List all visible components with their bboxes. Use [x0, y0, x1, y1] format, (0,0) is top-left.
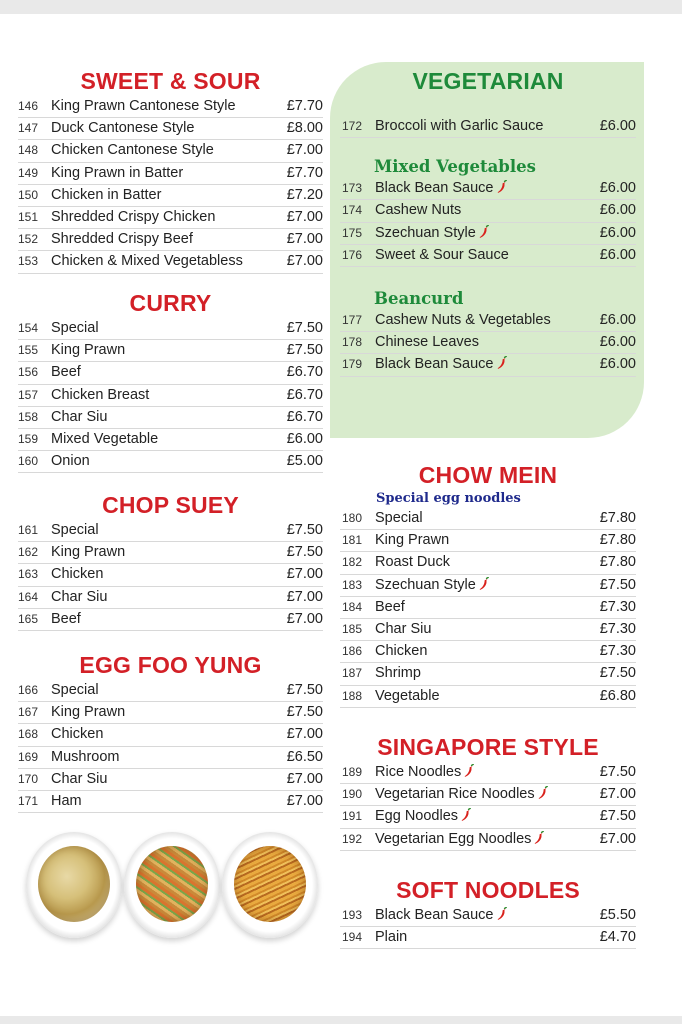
singapore-noodles-plate-image	[222, 832, 318, 938]
item-number: 157	[18, 387, 39, 402]
item-name-wrap	[51, 429, 158, 449]
item-name: Ham	[51, 792, 82, 809]
item-name: Char Siu	[51, 588, 108, 605]
item-number: 166	[18, 683, 39, 697]
item-price: £7.70	[286, 98, 323, 114]
item-number: 169	[18, 749, 39, 764]
item-name: King Prawn	[375, 532, 450, 549]
menu-list	[340, 762, 636, 851]
item-number: 190	[342, 787, 363, 802]
chili-pepper-icon	[479, 577, 489, 591]
item-name-wrap	[375, 332, 479, 352]
item-name-wrap	[51, 140, 214, 160]
item-name-wrap	[51, 609, 81, 629]
menu-item-row	[340, 806, 636, 828]
item-price: £7.20	[286, 186, 323, 203]
item-number: 161	[18, 523, 39, 537]
item-price: £7.00	[286, 726, 323, 743]
item-name: Char Siu	[51, 770, 108, 787]
item-price: £7.00	[286, 770, 323, 787]
menu-item-row	[18, 362, 323, 384]
item-number: 187	[342, 666, 363, 681]
item-price: £7.00	[286, 588, 323, 605]
section-title: VEGETARIAN	[412, 68, 564, 94]
item-name-wrap	[375, 178, 507, 198]
chili-pepper-icon	[497, 907, 507, 921]
menu-item-row	[340, 223, 636, 245]
section-title: CHOW MEIN	[418, 462, 558, 488]
item-number: 160	[18, 454, 39, 469]
item-number: 193	[342, 908, 363, 922]
item-name: Black Bean Sauce	[375, 356, 494, 373]
item-number: 162	[18, 545, 39, 560]
item-name: Chicken	[51, 726, 104, 743]
item-number: 191	[342, 809, 363, 824]
section-note: Special egg noodles	[376, 491, 521, 506]
item-price: £7.50	[599, 808, 636, 825]
menu-item-row	[18, 385, 323, 407]
item-price: £7.50	[599, 665, 636, 682]
item-name: Shredded Crispy Chicken	[51, 208, 216, 225]
item-price: £8.00	[286, 120, 323, 137]
item-name-wrap	[375, 116, 543, 136]
section-title: SWEET & SOUR	[80, 68, 261, 94]
menu-item-row	[18, 747, 323, 769]
menu-item-row	[18, 587, 323, 609]
menu-item-row	[340, 686, 636, 708]
menu-list	[18, 96, 323, 274]
item-number: 178	[342, 335, 363, 350]
item-number: 154	[18, 321, 39, 335]
item-price: £7.70	[286, 164, 323, 181]
menu-item-row	[18, 318, 323, 340]
item-name: Beef	[375, 598, 405, 615]
menu-item-row	[18, 609, 323, 631]
item-price: £7.00	[286, 610, 323, 627]
item-price: £7.50	[286, 704, 323, 721]
item-price: £7.00	[286, 566, 323, 583]
item-name-wrap	[51, 680, 99, 700]
item-name: Char Siu	[375, 620, 432, 637]
menu-item-row	[18, 229, 323, 251]
item-price: £5.50	[599, 907, 636, 923]
item-name-wrap	[375, 530, 449, 550]
item-number: 189	[342, 765, 363, 779]
item-name: Mixed Vegetable	[51, 430, 159, 447]
item-name: Chicken	[375, 643, 428, 660]
fried-rice-food	[38, 846, 110, 922]
item-price: £7.50	[286, 320, 323, 336]
item-name: Szechuan Style	[375, 224, 476, 241]
item-price: £7.30	[599, 620, 636, 637]
item-name-wrap	[51, 385, 149, 405]
item-name-wrap	[375, 597, 405, 617]
menu-item-row	[340, 200, 636, 222]
menu-list	[340, 116, 636, 138]
menu-item-row	[340, 354, 636, 376]
menu-item-row	[340, 927, 636, 949]
item-number: 155	[18, 343, 39, 358]
item-name: Chicken	[51, 566, 104, 583]
item-number: 174	[342, 203, 363, 218]
item-name: Shrimp	[375, 665, 421, 682]
item-price: £7.50	[286, 544, 323, 561]
item-number: 188	[342, 688, 363, 703]
item-name-wrap	[51, 769, 107, 789]
menu-item-row	[18, 520, 323, 542]
item-name: Mushroom	[51, 748, 120, 765]
item-name-wrap	[51, 340, 125, 360]
item-price: £7.00	[599, 830, 636, 847]
item-number: 168	[18, 727, 39, 742]
menu-list	[18, 318, 323, 473]
subsection-title-beancurd: Beancurd	[374, 288, 464, 308]
item-price: £7.00	[286, 142, 323, 159]
menu-item-row	[340, 552, 636, 574]
chow-mein-food	[136, 846, 208, 922]
item-name: Vegetarian Egg Noodles	[375, 830, 532, 847]
item-name: Beef	[51, 610, 81, 627]
item-price: £7.80	[599, 532, 636, 549]
section-singapore-style	[340, 732, 636, 851]
item-name: Chicken Breast	[51, 386, 150, 403]
item-name: King Prawn	[51, 544, 126, 561]
item-name-wrap	[51, 791, 82, 811]
menu-item-row	[18, 429, 323, 451]
item-name: Special	[51, 320, 99, 336]
fried-rice-plate-image	[26, 832, 122, 938]
menu-item-row	[18, 451, 323, 473]
menu-item-row	[340, 575, 636, 597]
item-name: Special	[375, 510, 423, 526]
item-name-wrap	[375, 686, 440, 706]
menu-list	[18, 680, 323, 813]
chili-pepper-icon	[497, 356, 507, 370]
item-price: £6.00	[599, 180, 636, 197]
menu-item-row	[18, 207, 323, 229]
item-price: £6.00	[599, 224, 636, 241]
item-price: £6.70	[286, 386, 323, 403]
item-number: 194	[342, 930, 363, 945]
item-name-wrap	[51, 318, 99, 338]
chili-pepper-icon	[538, 786, 548, 800]
menu-item-row	[18, 140, 323, 162]
chili-pepper-icon	[497, 180, 507, 194]
item-name-wrap	[51, 96, 236, 116]
section-vegetarian	[340, 66, 636, 377]
item-number: 148	[18, 143, 39, 158]
singapore-noodles-food	[234, 846, 306, 922]
item-name: Special	[51, 682, 99, 698]
item-number: 152	[18, 232, 39, 247]
item-name-wrap	[51, 542, 125, 562]
item-number: 158	[18, 409, 39, 424]
item-name: Chicken in Batter	[51, 186, 162, 203]
item-number: 156	[18, 365, 39, 380]
menu-item-row	[340, 597, 636, 619]
item-name-wrap	[375, 575, 489, 595]
item-name-wrap	[375, 354, 507, 374]
item-number: 179	[342, 357, 363, 372]
item-price: £7.00	[286, 253, 323, 270]
menu-item-row	[18, 702, 323, 724]
item-price: £7.00	[286, 208, 323, 225]
item-name: Shredded Crispy Beef	[51, 231, 193, 248]
menu-item-row	[18, 340, 323, 362]
section-curry	[18, 288, 323, 473]
item-name-wrap	[51, 163, 183, 183]
item-price: £6.00	[599, 356, 636, 373]
item-name-wrap	[51, 229, 193, 249]
item-number: 175	[342, 225, 363, 240]
section-title: CURRY	[129, 290, 212, 316]
item-number: 150	[18, 187, 39, 202]
menu-item-row	[18, 185, 323, 207]
item-price: £7.50	[599, 764, 636, 780]
section-egg-foo-yung	[18, 650, 323, 813]
menu-item-row	[340, 178, 636, 200]
item-name-wrap	[51, 724, 103, 744]
item-name-wrap	[51, 587, 107, 607]
item-number: 170	[18, 771, 39, 786]
item-name-wrap	[51, 118, 194, 138]
item-price: £6.70	[286, 364, 323, 381]
item-name: Duck Cantonese Style	[51, 120, 195, 137]
item-name: Black Bean Sauce	[375, 180, 494, 197]
item-number: 163	[18, 567, 39, 582]
item-name: Szechuan Style	[375, 576, 476, 593]
menu-item-row	[18, 163, 323, 185]
item-name-wrap	[375, 508, 423, 528]
section-sweet-sour	[18, 66, 323, 274]
section-chop-suey	[18, 490, 323, 631]
item-price: £7.80	[599, 554, 636, 571]
item-name: Vegetarian Rice Noodles	[375, 786, 535, 803]
chili-pepper-icon	[464, 764, 474, 778]
menu-item-row	[18, 769, 323, 791]
top-edge-bar	[0, 0, 682, 14]
item-name: Vegetable	[375, 687, 440, 704]
menu-item-row	[340, 508, 636, 530]
menu-item-row	[18, 96, 323, 118]
menu-item-row	[18, 724, 323, 746]
item-name-wrap	[375, 905, 507, 925]
item-name-wrap	[375, 829, 544, 849]
item-number: 165	[18, 611, 39, 626]
item-name-wrap	[375, 223, 489, 243]
section-title: EGG FOO YUNG	[79, 652, 262, 678]
item-name: Sweet & Sour Sauce	[375, 246, 509, 263]
menu-item-row	[340, 829, 636, 851]
item-price: £7.50	[286, 342, 323, 359]
item-name-wrap	[375, 641, 427, 661]
item-name-wrap	[51, 251, 243, 271]
item-number: 153	[18, 254, 39, 269]
menu-item-row	[340, 619, 636, 641]
menu-item-row	[18, 118, 323, 140]
item-name: King Prawn	[51, 342, 126, 359]
item-number: 177	[342, 312, 363, 327]
section-title: SOFT NOODLES	[396, 877, 580, 903]
menu-item-row	[340, 332, 636, 354]
dish-photos	[26, 832, 316, 948]
menu-item-row	[340, 116, 636, 138]
menu-item-row	[340, 641, 636, 663]
menu-list	[340, 310, 636, 377]
item-number: 186	[342, 644, 363, 659]
menu-item-row	[18, 791, 323, 813]
item-number: 183	[342, 577, 363, 592]
menu-item-row	[340, 905, 636, 927]
chow-mein-plate-image	[124, 832, 220, 938]
item-name-wrap	[375, 927, 407, 947]
item-name-wrap	[375, 663, 421, 683]
item-price: £6.00	[599, 334, 636, 351]
item-number: 180	[342, 511, 363, 525]
bottom-edge-bar	[0, 1016, 682, 1024]
menu-item-row	[340, 530, 636, 552]
item-price: £7.50	[599, 576, 636, 593]
section-title: CHOP SUEY	[102, 492, 239, 518]
item-number: 159	[18, 431, 39, 446]
item-name-wrap	[51, 362, 81, 382]
chili-pepper-icon	[479, 225, 489, 239]
item-name-wrap	[375, 200, 461, 220]
item-number: 172	[342, 119, 363, 133]
item-number: 171	[18, 793, 39, 808]
item-price: £7.50	[286, 522, 323, 538]
item-name: Chicken Cantonese Style	[51, 142, 214, 159]
item-name: Cashew Nuts & Vegetables	[375, 311, 551, 328]
item-name-wrap	[51, 185, 161, 205]
section-soft-noodles	[340, 875, 636, 949]
item-price: £7.00	[286, 792, 323, 809]
item-price: £6.00	[286, 430, 323, 447]
menu-list	[340, 178, 636, 267]
item-name: Onion	[51, 453, 90, 470]
menu-item-row	[340, 310, 636, 332]
menu-item-row	[18, 564, 323, 586]
menu-item-row	[340, 762, 636, 784]
item-name-wrap	[51, 407, 107, 427]
item-price: £4.70	[599, 929, 636, 946]
item-price: £6.00	[599, 202, 636, 219]
item-name-wrap	[51, 564, 103, 584]
item-price: £5.00	[286, 453, 323, 470]
item-name-wrap	[51, 207, 215, 227]
item-name-wrap	[51, 451, 90, 471]
item-number: 181	[342, 533, 363, 548]
menu-item-row	[18, 680, 323, 702]
item-price: £6.50	[286, 748, 323, 765]
item-name-wrap	[375, 806, 471, 826]
item-name: Plain	[375, 929, 408, 946]
subsection-title-mixed-vegetables: Mixed Vegetables	[374, 157, 536, 177]
menu-item-row	[18, 407, 323, 429]
item-number: 146	[18, 99, 39, 113]
menu-list	[340, 508, 636, 708]
item-number: 151	[18, 209, 39, 224]
item-price: £7.30	[599, 643, 636, 660]
item-number: 184	[342, 599, 363, 614]
item-name-wrap	[375, 619, 431, 639]
item-price: £7.30	[599, 598, 636, 615]
item-number: 185	[342, 621, 363, 636]
item-number: 173	[342, 181, 363, 196]
item-name: Rice Noodles	[375, 764, 462, 780]
chili-pepper-icon	[461, 808, 471, 822]
item-price: £6.00	[599, 311, 636, 328]
item-price: £6.00	[599, 118, 636, 134]
item-name-wrap	[375, 762, 474, 782]
menu-item-row	[340, 784, 636, 806]
menu-item-row	[18, 251, 323, 273]
menu-item-row	[340, 663, 636, 685]
item-name-wrap	[375, 245, 509, 265]
item-number: 182	[342, 555, 363, 570]
item-price: £7.80	[599, 510, 636, 526]
item-number: 164	[18, 589, 39, 604]
item-name-wrap	[375, 784, 548, 804]
menu-list	[340, 905, 636, 949]
item-name: Chicken & Mixed Vegetabless	[51, 253, 243, 270]
item-name: King Prawn in Batter	[51, 164, 184, 181]
item-name: King Prawn Cantonese Style	[51, 98, 236, 114]
section-chow-mein	[340, 460, 636, 708]
item-name: Broccoli with Garlic Sauce	[375, 118, 544, 134]
item-number: 167	[18, 705, 39, 720]
item-number: 149	[18, 165, 39, 180]
item-price: £6.00	[599, 246, 636, 263]
item-name: Roast Duck	[375, 554, 450, 571]
item-name: Cashew Nuts	[375, 202, 462, 219]
item-name: Egg Noodles	[375, 808, 459, 825]
item-price: £7.50	[286, 682, 323, 698]
item-name: Chinese Leaves	[375, 334, 479, 351]
item-name-wrap	[51, 520, 99, 540]
item-name: Black Bean Sauce	[375, 907, 494, 923]
menu-list	[18, 520, 323, 631]
item-name: King Prawn	[51, 704, 126, 721]
item-name: Special	[51, 522, 99, 538]
chili-pepper-icon	[534, 831, 544, 845]
item-number: 192	[342, 831, 363, 846]
item-name-wrap	[51, 702, 125, 722]
item-price: £7.00	[286, 231, 323, 248]
item-price: £6.80	[599, 687, 636, 704]
item-name-wrap	[51, 747, 120, 767]
item-number: 147	[18, 121, 39, 136]
item-name: Beef	[51, 364, 81, 381]
item-number: 176	[342, 247, 363, 262]
item-price: £6.70	[286, 408, 323, 425]
item-price: £7.00	[599, 786, 636, 803]
section-title: SINGAPORE STYLE	[377, 734, 599, 760]
item-name: Char Siu	[51, 408, 108, 425]
item-name-wrap	[375, 552, 450, 572]
menu-item-row	[340, 245, 636, 267]
item-name-wrap	[375, 310, 551, 330]
menu-item-row	[18, 542, 323, 564]
